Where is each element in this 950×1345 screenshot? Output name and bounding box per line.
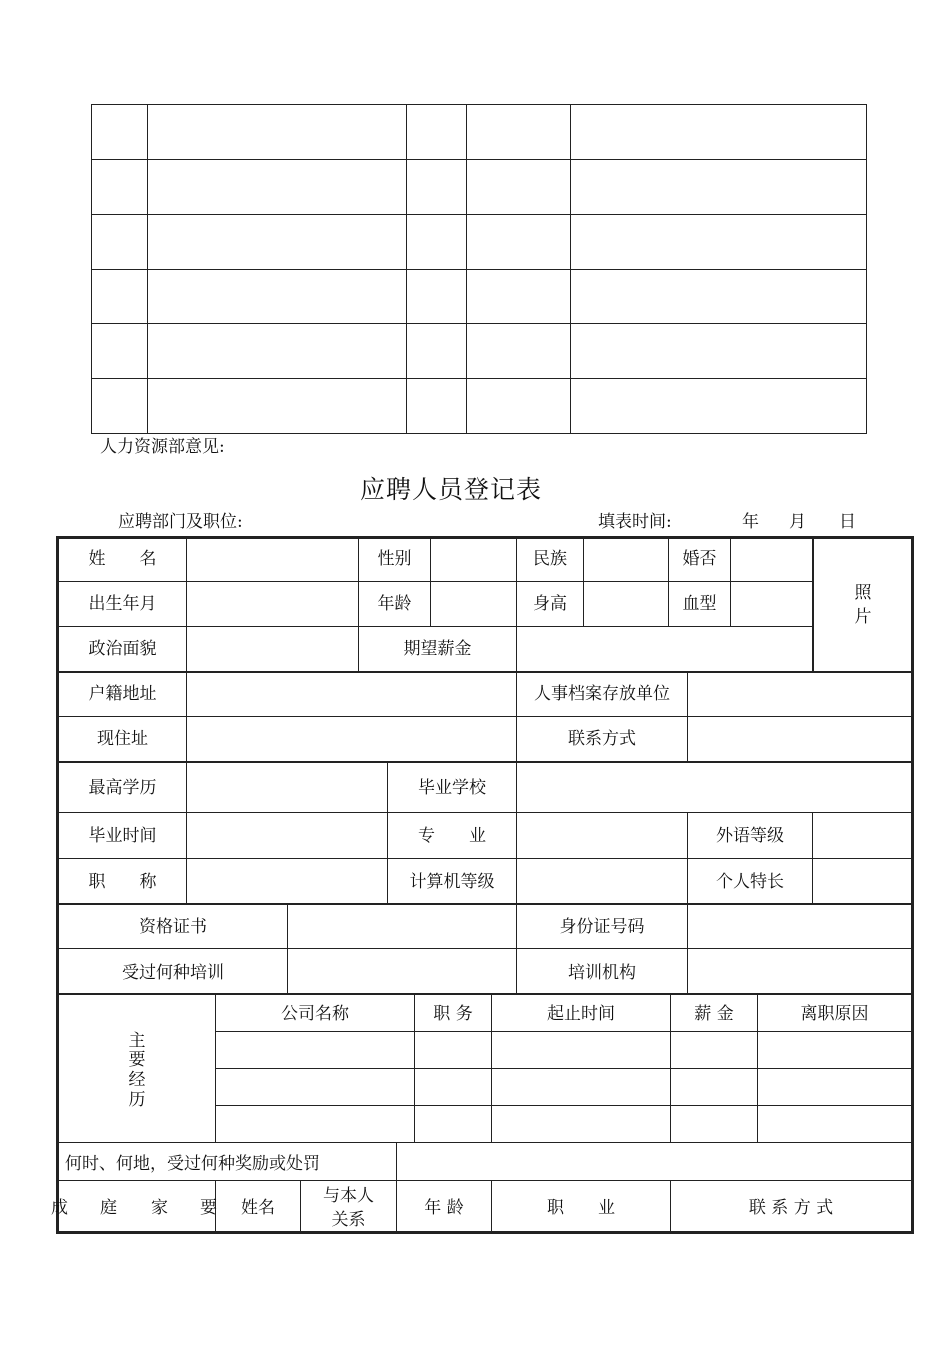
experience-side-label-2: 要 — [128, 1050, 146, 1070]
school-label: 毕业学校 — [418, 778, 486, 798]
salary-header: 薪 金 — [694, 1004, 734, 1024]
rewards-punishment-label: 何时、何地，受过何种奖励或处罚 — [65, 1154, 320, 1174]
dept-position-label: 应聘部门及职位: — [118, 512, 243, 532]
name-label: 姓 名 — [88, 549, 157, 569]
leave-reason-header: 离职原因 — [800, 1004, 869, 1024]
expected-salary-label: 期望薪金 — [403, 639, 472, 659]
period-header: 起止时间 — [547, 1004, 615, 1024]
form-title: 应聘人员登记表 — [360, 475, 543, 504]
gender-label: 性别 — [377, 549, 412, 569]
hr-opinion-label: 人力资源部意见: — [100, 437, 225, 457]
specialty-label: 个人特长 — [716, 872, 784, 892]
birth-date-label: 出生年月 — [88, 594, 157, 614]
month-label: 月 — [789, 512, 806, 532]
id-number-label: 身份证号码 — [559, 917, 645, 937]
family-side-label-3: 家 — [151, 1198, 168, 1218]
family-name-header: 姓名 — [241, 1198, 275, 1218]
company-name-header: 公司名称 — [281, 1004, 349, 1024]
blood-type-label: 血型 — [682, 594, 717, 614]
education-label: 最高学历 — [88, 778, 157, 798]
photo-label-1: 照 — [854, 583, 872, 603]
marital-status-label: 婚否 — [682, 549, 717, 569]
family-occupation-header: 职 业 — [547, 1198, 615, 1218]
family-age-header: 年 龄 — [424, 1198, 464, 1218]
photo-label-2: 片 — [854, 607, 872, 627]
ethnicity-label: 民族 — [533, 549, 567, 569]
family-relation-header-2: 关系 — [331, 1210, 366, 1230]
foreign-language-label: 外语等级 — [716, 826, 784, 846]
family-side-label-2: 庭 — [100, 1198, 117, 1218]
certificate-label: 资格证书 — [139, 917, 207, 937]
day-label: 日 — [839, 512, 856, 532]
training-label: 受过何种培训 — [122, 963, 224, 983]
hukou-address-label: 户籍地址 — [88, 684, 157, 704]
experience-side-label-1: 主 — [128, 1031, 146, 1051]
archive-unit-label: 人事档案存放单位 — [534, 684, 670, 704]
graduation-time-label: 毕业时间 — [88, 826, 157, 846]
position-header: 职 务 — [433, 1004, 473, 1024]
contact-label: 联系方式 — [568, 729, 636, 749]
political-status-label: 政治面貌 — [88, 639, 157, 659]
professional-title-label: 职 称 — [88, 872, 157, 892]
current-address-label: 现住址 — [97, 729, 148, 749]
age-label: 年龄 — [377, 594, 412, 614]
family-side-label-4: 要 — [200, 1198, 217, 1218]
height-label: 身高 — [533, 594, 567, 614]
experience-side-label-3: 经 — [128, 1070, 146, 1090]
computer-level-label: 计算机等级 — [409, 872, 495, 892]
experience-side-label-4: 历 — [128, 1090, 146, 1110]
family-contact-header: 联 系 方 式 — [748, 1198, 834, 1218]
family-relation-header-1: 与本人 — [323, 1186, 374, 1206]
family-side-label-1: 成 — [51, 1198, 68, 1218]
fill-time-label: 填表时间: — [598, 512, 672, 532]
major-label: 专 业 — [418, 826, 486, 846]
training-org-label: 培训机构 — [568, 963, 636, 983]
year-label: 年 — [742, 512, 759, 532]
